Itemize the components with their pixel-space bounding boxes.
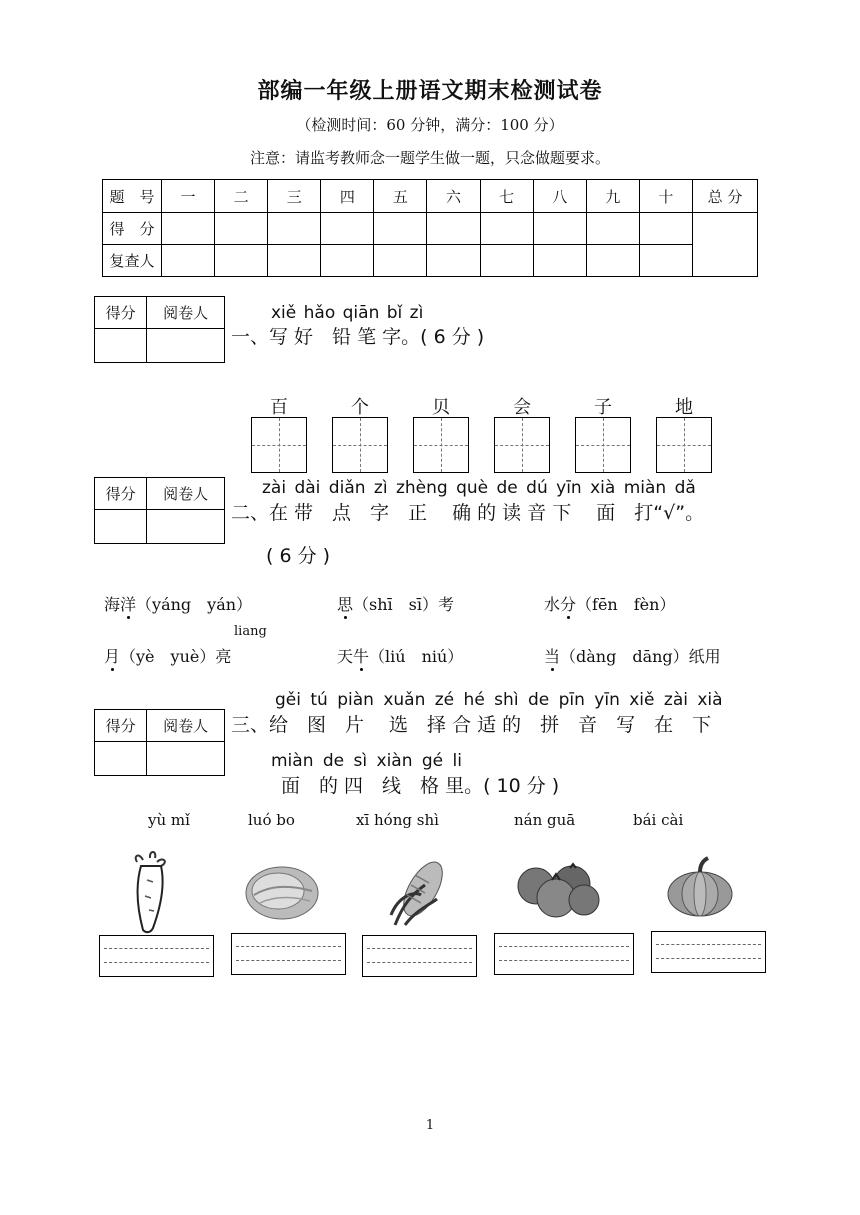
grader-score-cell[interactable] (95, 329, 147, 363)
pinyin-annotation: liang (234, 624, 267, 639)
reviewer-cell[interactable] (162, 245, 215, 277)
grader-score-cell[interactable] (95, 742, 147, 776)
option-xihongshi: xī hóng shì (356, 811, 439, 829)
writing-grid[interactable] (251, 417, 307, 473)
char-label: 个 (351, 397, 369, 418)
column-total: 总 分 (693, 180, 758, 213)
char-label: 百 (270, 397, 288, 418)
grader-box-3 (94, 709, 225, 776)
reviewer-label: 阅卷人 (147, 710, 225, 742)
answer-box[interactable] (651, 931, 766, 973)
score-cell[interactable] (321, 213, 374, 245)
pinyin-options[interactable]: （yè yuè）亮 (120, 647, 232, 666)
column-2: 二 (215, 180, 268, 213)
section2-score: ( 6 分 ) (266, 545, 331, 567)
section3-pinyin-2: miàn de sì xiàn gé li (271, 751, 462, 771)
char-label: 贝 (432, 397, 450, 418)
grader-box-2 (94, 477, 225, 544)
reviewer-cell[interactable] (427, 245, 480, 277)
score-label: 得分 (95, 478, 147, 510)
score-cell[interactable] (427, 213, 480, 245)
exam-notice: 注意：请监考教师念一题学生做一题，只念做题要求。 (249, 149, 610, 167)
score-label: 得分 (95, 297, 147, 329)
section3-title-2: 面 的 四 线 格 里。( 10 分 ) (281, 775, 560, 797)
grader-score-cell[interactable] (95, 510, 147, 544)
reading-item (104, 644, 231, 667)
score-cell[interactable] (480, 213, 533, 245)
score-table (102, 179, 758, 277)
reviewer-cell[interactable] (639, 245, 692, 277)
option-baicai: bái cài (633, 811, 684, 829)
char-label: 地 (675, 397, 693, 418)
row-label-score: 得 分 (103, 213, 162, 245)
reviewer-label: 阅卷人 (147, 478, 225, 510)
reading-item (544, 644, 721, 667)
reviewer-cell[interactable] (586, 245, 639, 277)
exam-duration: （检测时间：60 分钟，满分：100 分） (296, 116, 564, 134)
section2-title: 二、在 带 点 字 正 确 的 读 音 下 面 打“√”。 (231, 502, 705, 524)
reviewer-cell[interactable] (268, 245, 321, 277)
dotted-char: 当 (544, 644, 560, 667)
writing-grid[interactable] (656, 417, 712, 473)
corn-icon (385, 855, 455, 927)
reading-item (337, 592, 454, 615)
section3-title-1: 三、给 图 片 选 择 合 适 的 拼 音 写 在 下 (231, 714, 712, 736)
tomato-icon (512, 860, 604, 918)
reading-item: 天牛（liú niú） (337, 644, 463, 667)
radish-icon (125, 850, 175, 934)
answer-box[interactable] (99, 935, 214, 977)
writing-grid[interactable] (575, 417, 631, 473)
page-title: 部编一年级上册语文期末检测试卷 (257, 79, 603, 104)
grader-reviewer-cell[interactable] (147, 329, 225, 363)
cabbage-icon (240, 855, 320, 925)
writing-grid[interactable] (494, 417, 550, 473)
option-nangua: nán guā (514, 811, 576, 829)
reading-item: 水分（fēn fèn） (544, 592, 675, 615)
pumpkin-icon (666, 856, 734, 918)
reviewer-cell[interactable] (215, 245, 268, 277)
reviewer-cell[interactable] (374, 245, 427, 277)
section2-pinyin: zài dài diǎn zì zhèng què de dú yīn xià miàn dǎ (262, 478, 696, 498)
pinyin-options[interactable]: （liú niú） (369, 647, 464, 666)
answer-box[interactable] (494, 933, 634, 975)
column-9: 九 (586, 180, 639, 213)
grader-reviewer-cell[interactable] (147, 742, 225, 776)
section1-pinyin: xiě hǎo qiān bǐ zì (271, 303, 424, 323)
option-luobo: luó bo (248, 811, 295, 829)
column-1: 一 (162, 180, 215, 213)
column-6: 六 (427, 180, 480, 213)
dotted-char: 月 (104, 644, 120, 667)
reviewer-cell[interactable] (533, 245, 586, 277)
score-cell[interactable] (639, 213, 692, 245)
section3-pinyin-1: gěi tú piàn xuǎn zé hé shì de pīn yīn xiě zài xià (275, 690, 723, 710)
char-label: 会 (513, 397, 531, 418)
section1-title: 一、写 好 铅 笔 字。( 6 分 ) (231, 326, 485, 348)
total-score-cell[interactable] (693, 213, 758, 277)
column-10: 十 (639, 180, 692, 213)
column-5: 五 (374, 180, 427, 213)
score-cell[interactable] (374, 213, 427, 245)
reviewer-cell[interactable] (480, 245, 533, 277)
reviewer-label: 阅卷人 (147, 297, 225, 329)
row-label-reviewer: 复查人 (103, 245, 162, 277)
pinyin-options[interactable]: （fēn fèn） (576, 595, 676, 614)
score-cell[interactable] (586, 213, 639, 245)
writing-grid[interactable] (413, 417, 469, 473)
row-label-number: 题 号 (103, 180, 162, 213)
column-7: 七 (480, 180, 533, 213)
column-3: 三 (268, 180, 321, 213)
score-cell[interactable] (533, 213, 586, 245)
dotted-char: 思 (337, 592, 353, 615)
score-cell[interactable] (215, 213, 268, 245)
answer-box[interactable] (362, 935, 477, 977)
reviewer-cell[interactable] (321, 245, 374, 277)
grader-reviewer-cell[interactable] (147, 510, 225, 544)
page-number: 1 (425, 1118, 435, 1133)
dotted-char: 洋 (120, 592, 136, 615)
column-4: 四 (321, 180, 374, 213)
score-cell[interactable] (162, 213, 215, 245)
char-label: 子 (594, 397, 612, 418)
dotted-char: 牛 (353, 644, 369, 667)
score-label: 得分 (95, 710, 147, 742)
score-cell[interactable] (268, 213, 321, 245)
pinyin-options[interactable]: （dàng dāng）纸用 (560, 647, 721, 666)
grader-box-1 (94, 296, 225, 363)
option-yumi: yù mǐ (148, 811, 190, 829)
answer-box[interactable] (231, 933, 346, 975)
pinyin-options[interactable]: （shī sī）考 (353, 595, 454, 614)
reading-item: 海洋（yáng yán） (104, 592, 252, 615)
column-8: 八 (533, 180, 586, 213)
writing-grid[interactable] (332, 417, 388, 473)
dotted-char: 分 (560, 592, 576, 615)
pinyin-options[interactable]: （yáng yán） (136, 595, 253, 614)
